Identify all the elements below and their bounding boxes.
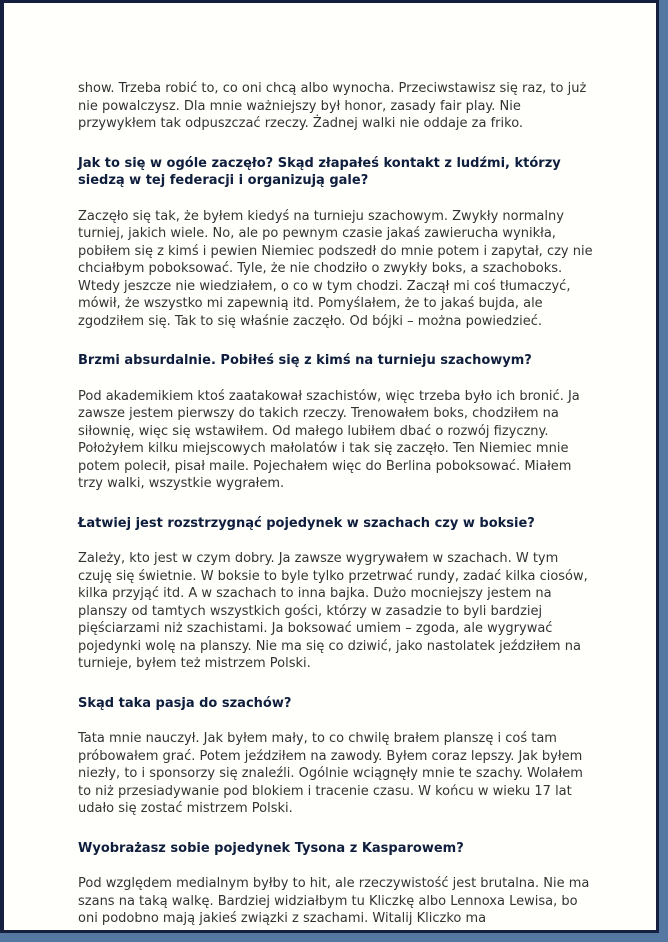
interview-question-2: Brzmi absurdalnie. Pobiłeś się z kimś na turnieju szachowym? bbox=[78, 353, 532, 368]
interview-answer-3: Zależy, kto jest w czym dobry. Ja zawsze wygrywałem w szachach. W tym czuję się świetnie. W boksie to byle tylko przetrwać rundy, zadać kilka ciosów, kilka przyjąć itd. A w szachach to inna bajka. Dużo mocniejszy jestem na planszy od tamtych wszystkich gości, którzy w zasadzie to byli bardziej pięściarzami niż szachistami. Ja boksować umiem – zgoda, ale wygrywać pojedynki wolę na planszy. Nie ma się co dziwić, jako nastolatek jeździłem na turnieje, byłem też mistrzem Polski. bbox=[78, 551, 588, 671]
interview-answer-4: Tata mnie nauczył. Jak byłem mały, to co chwilę brałem planszę i coś tam próbowałem grać. Potem jeździłem na zawody. Byłem coraz lepszy. Jak byłem niezły, to i sponsorzy się znaleźli. Ogólnie wciągnęły mnie te szachy. Wolałem to niż przesiadywanie pod blokiem i tracenie czasu. W końcu w wieku 17 lat udało się zostać mistrzem Polski. bbox=[78, 731, 583, 816]
interview-question-4: Skąd taka pasja do szachów? bbox=[78, 695, 292, 711]
interview-answer-1: Zaczęło się tak, że byłem kiedyś na turnieju szachowym. Zwykły normalny turniej, jakich wiele. No, ale po pewnym czasie jakaś zawierucha wynikła, pobiłem się z kimś i pewien Niemiec podszedł do mnie potem i zapytał, czy nie chciałbym poboksować. Tyle, że nie chodziło o zwykły boks, a szachoboks. Wtedy jeszcze nie wiedziałem, o co w tym chodzi. Zaczął mi coś tłumaczyć, mówił, że wszystko mi zapewnią itd. Pomyślałem, że to jakaś bujda, ale zgodziłem się. Tak to się właśnie zaczęło. Od bójki – można powiedzieć. bbox=[78, 208, 593, 329]
interview-question-5: Wyobrażasz sobie pojedynek Tysona z Kasparowem? bbox=[78, 840, 464, 856]
interview-answer-5: Pod względem medialnym byłby to hit, ale rzeczywistość jest brutalna. Nie ma szans na taką walkę. Bardziej widziałbym tu Kliczkę albo Lennoxa Lewisa, bo oni podobno mają jakieś związki z szachami. Witalij Kliczko ma bbox=[78, 876, 590, 926]
article-content bbox=[4, 3, 656, 928]
interview-question-3: Łatwiej jest rozstrzygnąć pojedynek w szachach czy w boksie? bbox=[78, 515, 535, 531]
interview-question-1: Jak to się w ogóle zaczęło? Skąd złapałeś kontakt z ludźmi, którzy siedzą w tej federacji i organizują gale? bbox=[78, 155, 561, 188]
article-paragraph-continued: show. Trzeba robić to, co oni chcą albo wynocha. Przeciwstawisz się raz, to już nie powalczysz. Dla mnie ważniejszy był honor, zasady fair play. Nie przywykłem tak odpuszczać rzeczy. Żadnej walki nie oddaje za friko. bbox=[78, 81, 587, 131]
interview-answer-2: Pod akademikiem ktoś zaatakował szachistów, więc trzeba było ich bronić. Ja zawsze jestem pierwszy do takich rzeczy. Trenowałem boks, chodziłem na siłownię, więc się wstawiłem. Od małego lubiłem dbać o rozwój fizyczny. Położyłem kilku miejscowych małolatów i tak się zaczęło. Ten Niemiec mnie potem polecił, pisał maile. Pojechałem więc do Berlina poboksować. Miałem trzy walki, wszystkie wygrałem. bbox=[78, 388, 580, 491]
